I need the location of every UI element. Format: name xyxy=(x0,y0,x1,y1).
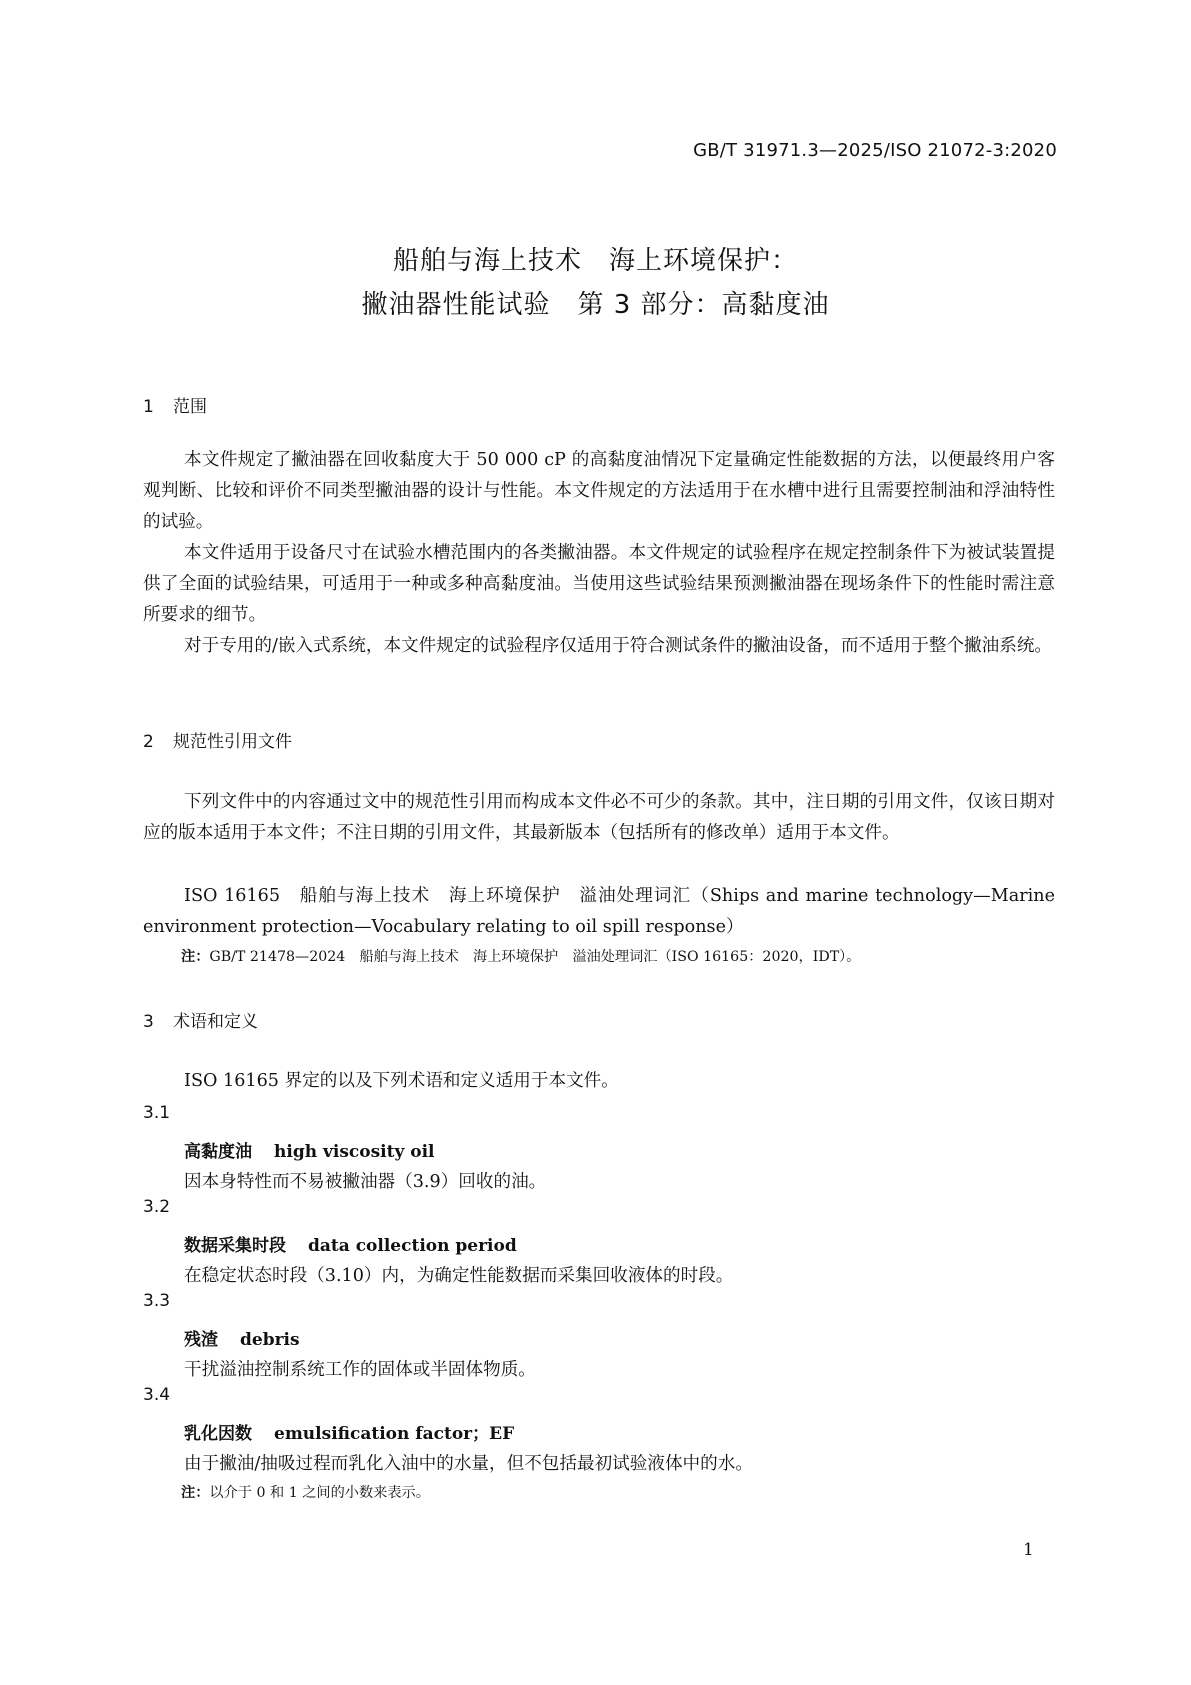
term-english: debris xyxy=(240,1330,300,1350)
term-chinese: 数据采集时段 xyxy=(184,1236,286,1256)
note-text: 以介于 0 和 1 之间的小数来表示。 xyxy=(209,1485,430,1501)
section-heading-terms xyxy=(143,1007,258,1032)
section-number: 3 xyxy=(143,1012,154,1032)
section-heading-scope xyxy=(143,392,207,417)
page-number: 1 xyxy=(1023,1540,1034,1560)
term-english: emulsification factor；EF xyxy=(274,1424,515,1444)
paragraph: 对于专用的/嵌入式系统，本文件规定的试验程序仅适用于符合测试条件的撇油设备，而不适用于整个撇油系统。 xyxy=(184,636,1053,656)
term-entry xyxy=(184,1137,435,1162)
section-title: 术语和定义 xyxy=(173,1012,258,1032)
paragraph: ISO 16165 界定的以及下列术语和定义适用于本文件。 xyxy=(184,1071,619,1091)
term-entry xyxy=(184,1325,300,1350)
term-number: 3.1 xyxy=(143,1103,171,1123)
term-number: 3.2 xyxy=(143,1197,171,1217)
paragraph: 下列文件中的内容通过文中的规范性引用而构成本文件必不可少的条款。其中，注日期的引用文件，仅该日期对应的版本适用于本文件；不注日期的引用文件，其最新版本（包括所有的修改单）适用于本文件。 xyxy=(143,792,1055,843)
section-number: 2 xyxy=(143,732,154,752)
section-title: 规范性引用文件 xyxy=(173,732,292,752)
term-definition: 因本身特性而不易被撇油器（3.9）回收的油。 xyxy=(184,1172,547,1192)
section-title: 范围 xyxy=(173,397,207,417)
reference-entry: ISO 16165 船舶与海上技术 海上环境保护 溢油处理词汇（Ships and marine technology—Marine environment protection—Vocabulary relating to oil spill response） xyxy=(143,886,1055,937)
paragraph: 本文件适用于设备尺寸在试验水槽范围内的各类撇油器。本文件规定的试验程序在规定控制条件下为被试装置提供了全面的试验结果，可适用于一种或多种高黏度油。当使用这些试验结果预测撇油器在现场条件下的性能时需注意所要求的细节。 xyxy=(143,543,1055,625)
term-number: 3.4 xyxy=(143,1385,171,1405)
section-heading-normative-references xyxy=(143,727,292,752)
note xyxy=(181,946,860,966)
note xyxy=(181,1482,430,1502)
note-text: GB/T 21478—2024 船舶与海上技术 海上环境保护 溢油处理词汇（ISO 16165：2020，IDT）。 xyxy=(209,949,861,965)
standard-code: GB/T 31971.3—2025/ISO 21072-3:2020 xyxy=(693,140,1057,161)
term-number: 3.3 xyxy=(143,1291,171,1311)
term-entry xyxy=(184,1231,517,1256)
term-chinese: 高黏度油 xyxy=(184,1142,252,1162)
term-english: high viscosity oil xyxy=(274,1142,435,1162)
term-definition: 干扰溢油控制系统工作的固体或半固体物质。 xyxy=(184,1360,536,1380)
term-definition: 由于撇油/抽吸过程而乳化入油中的水量，但不包括最初试验液体中的水。 xyxy=(184,1454,753,1474)
term-definition: 在稳定状态时段（3.10）内，为确定性能数据而采集回收液体的时段。 xyxy=(184,1266,734,1286)
section-number: 1 xyxy=(143,397,154,417)
term-entry xyxy=(184,1419,514,1444)
term-chinese: 乳化因数 xyxy=(184,1424,252,1444)
document-title-line2: 撇油器性能试验 第 3 部分：高黏度油 xyxy=(361,290,830,320)
paragraph: 本文件规定了撇油器在回收黏度大于 50 000 cP 的高黏度油情况下定量确定性能数据的方法，以便最终用户客观判断、比较和评价不同类型撇油器的设计与性能。本文件规定的方法适用于在水槽中进行且需要控制油和浮油特性的试验。 xyxy=(143,450,1055,532)
note-label: 注： xyxy=(181,949,210,965)
term-chinese: 残渣 xyxy=(184,1330,218,1350)
note-label: 注： xyxy=(181,1485,210,1501)
document-title-line1: 船舶与海上技术 海上环境保护： xyxy=(392,246,798,276)
term-english: data collection period xyxy=(308,1236,517,1256)
